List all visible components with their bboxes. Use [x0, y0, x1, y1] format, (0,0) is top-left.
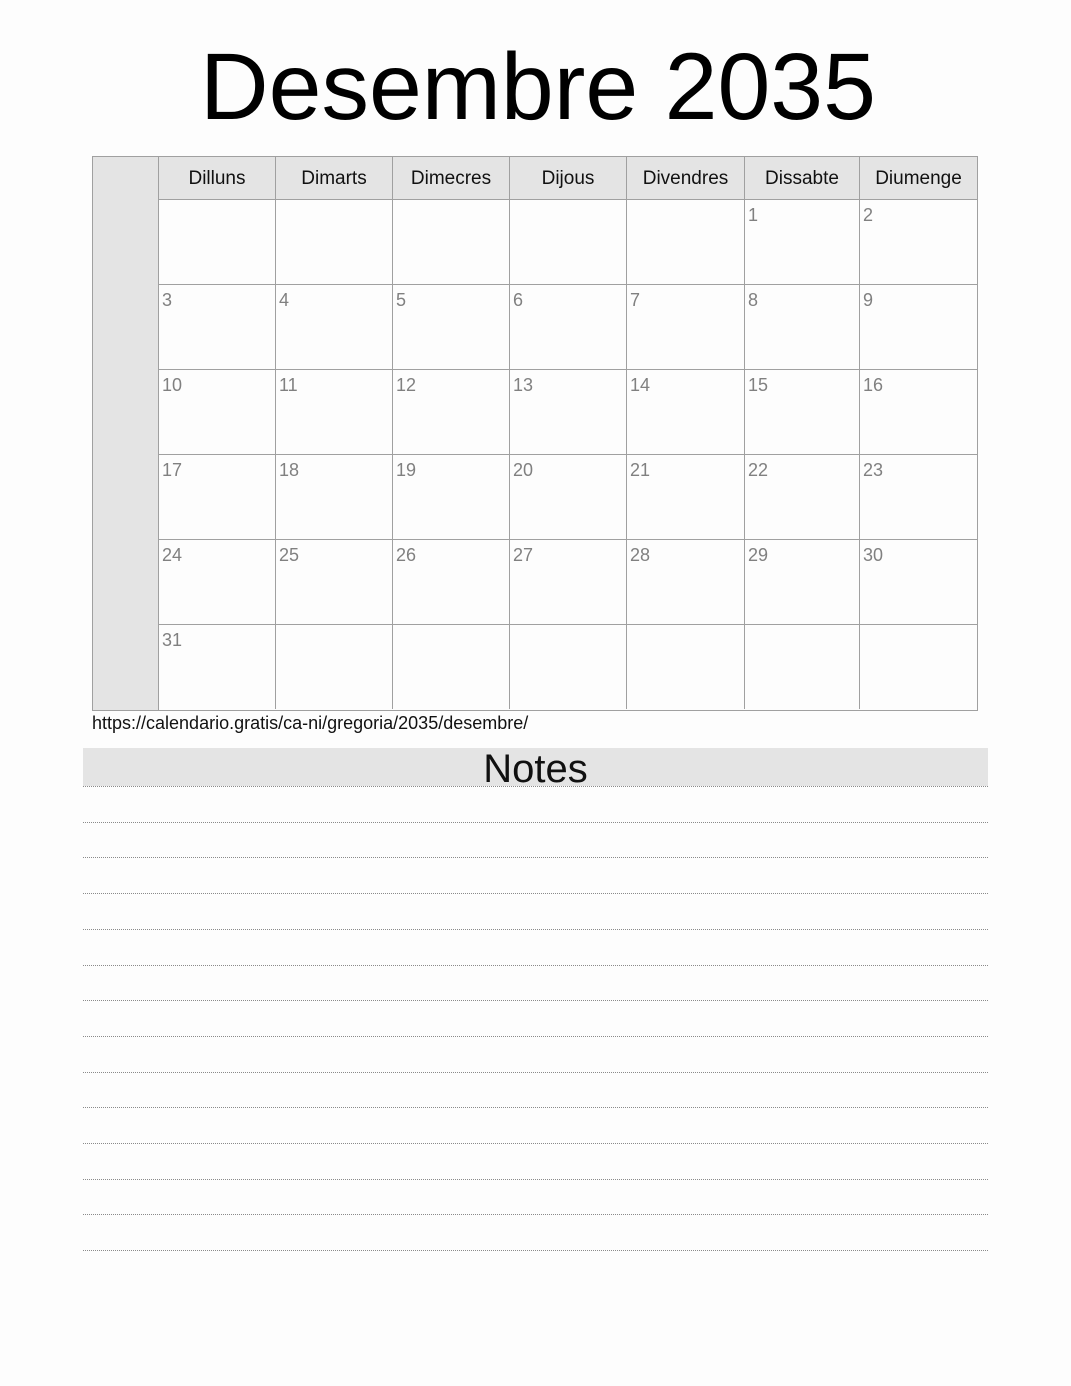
week-number-column [93, 157, 159, 710]
day-cell [510, 285, 627, 369]
day-number: 1 [748, 205, 759, 225]
empty-day-cell [276, 200, 393, 284]
day-cell [860, 200, 977, 284]
notes-line [83, 1107, 988, 1108]
weekday-header: Dilluns [159, 157, 276, 199]
day-number: 14 [630, 375, 651, 395]
day-number: 3 [162, 290, 173, 310]
day-number: 10 [162, 375, 183, 395]
week-row [159, 285, 977, 370]
day-cell [860, 455, 977, 539]
notes-line [83, 965, 988, 966]
day-number: 9 [863, 290, 874, 310]
notes-line [83, 1143, 988, 1144]
weekday-header: Dijous [510, 157, 627, 199]
notes-line [83, 1072, 988, 1073]
empty-day-cell [393, 200, 510, 284]
day-number: 11 [279, 375, 298, 395]
day-cell [745, 200, 860, 284]
notes-line [83, 893, 988, 894]
day-cell [860, 540, 977, 624]
day-cell [627, 540, 745, 624]
day-cell [159, 370, 276, 454]
day-number: 20 [513, 460, 534, 480]
day-cell [745, 455, 860, 539]
week-row [159, 200, 977, 285]
day-number: 5 [396, 290, 407, 310]
day-cell [393, 455, 510, 539]
notes-line [83, 1214, 988, 1215]
day-number: 31 [162, 630, 183, 650]
notes-line [83, 1000, 988, 1001]
day-number: 19 [396, 460, 417, 480]
day-cell [276, 370, 393, 454]
day-number: 15 [748, 375, 769, 395]
weekday-header: Dimarts [276, 157, 393, 199]
day-number: 24 [162, 545, 183, 565]
notes-heading: Notes [83, 748, 988, 786]
day-cell [745, 540, 860, 624]
notes-line [83, 1250, 988, 1251]
empty-day-cell [276, 625, 393, 709]
week-row [159, 455, 977, 540]
day-number: 13 [513, 375, 534, 395]
day-cell [510, 370, 627, 454]
day-number: 29 [748, 545, 769, 565]
weekday-header: Diumenge [875, 168, 962, 189]
source-url: https://calendario.gratis/ca-ni/gregoria/2035/desembre/ [92, 713, 529, 733]
weekday-header-row [159, 157, 977, 200]
day-number: 26 [396, 545, 417, 565]
day-cell [510, 455, 627, 539]
day-number: 2 [863, 205, 874, 225]
notes-line [83, 822, 988, 823]
day-number: 25 [279, 545, 300, 565]
day-number: 22 [748, 460, 769, 480]
day-cell [159, 625, 276, 709]
day-number: 21 [630, 460, 651, 480]
month-calendar [92, 156, 978, 711]
day-number: 27 [513, 545, 534, 565]
empty-day-cell [627, 200, 745, 284]
day-cell [276, 455, 393, 539]
weekday-header: Dimecres [393, 157, 510, 199]
day-number: 16 [863, 375, 884, 395]
day-cell [159, 285, 276, 369]
day-cell [627, 455, 745, 539]
empty-day-cell [860, 625, 977, 709]
day-number: 7 [630, 290, 641, 310]
week-row [159, 625, 977, 709]
empty-day-cell [510, 200, 627, 284]
day-cell [393, 285, 510, 369]
calendar-grid [159, 157, 977, 710]
weekday-header: Divendres [627, 157, 745, 199]
day-number: 18 [279, 460, 300, 480]
notes-line [83, 1179, 988, 1180]
empty-day-cell [627, 625, 745, 709]
day-cell [510, 540, 627, 624]
day-cell [745, 370, 860, 454]
empty-day-cell [159, 200, 276, 284]
day-number: 23 [863, 460, 884, 480]
day-number: 12 [396, 375, 417, 395]
empty-day-cell [510, 625, 627, 709]
day-cell [627, 285, 745, 369]
page-title: Desembre 2035 [200, 34, 876, 140]
day-number: 4 [279, 290, 290, 310]
day-cell [393, 540, 510, 624]
day-cell [860, 370, 977, 454]
day-number: 30 [863, 545, 884, 565]
day-cell [860, 285, 977, 369]
day-number: 8 [748, 290, 759, 310]
day-cell [393, 370, 510, 454]
day-cell [159, 455, 276, 539]
day-number: 6 [513, 290, 524, 310]
day-cell [745, 285, 860, 369]
notes-line [83, 929, 988, 930]
notes-line [83, 857, 988, 858]
notes-line [83, 786, 988, 787]
empty-day-cell [745, 625, 860, 709]
day-number: 17 [162, 460, 183, 480]
weekday-header: Dissabte [745, 157, 860, 199]
empty-day-cell [393, 625, 510, 709]
notes-line [83, 1036, 988, 1037]
day-cell [627, 370, 745, 454]
day-cell [159, 540, 276, 624]
week-row [159, 540, 977, 625]
day-cell [276, 540, 393, 624]
day-cell [276, 285, 393, 369]
day-number: 28 [630, 545, 651, 565]
week-row [159, 370, 977, 455]
